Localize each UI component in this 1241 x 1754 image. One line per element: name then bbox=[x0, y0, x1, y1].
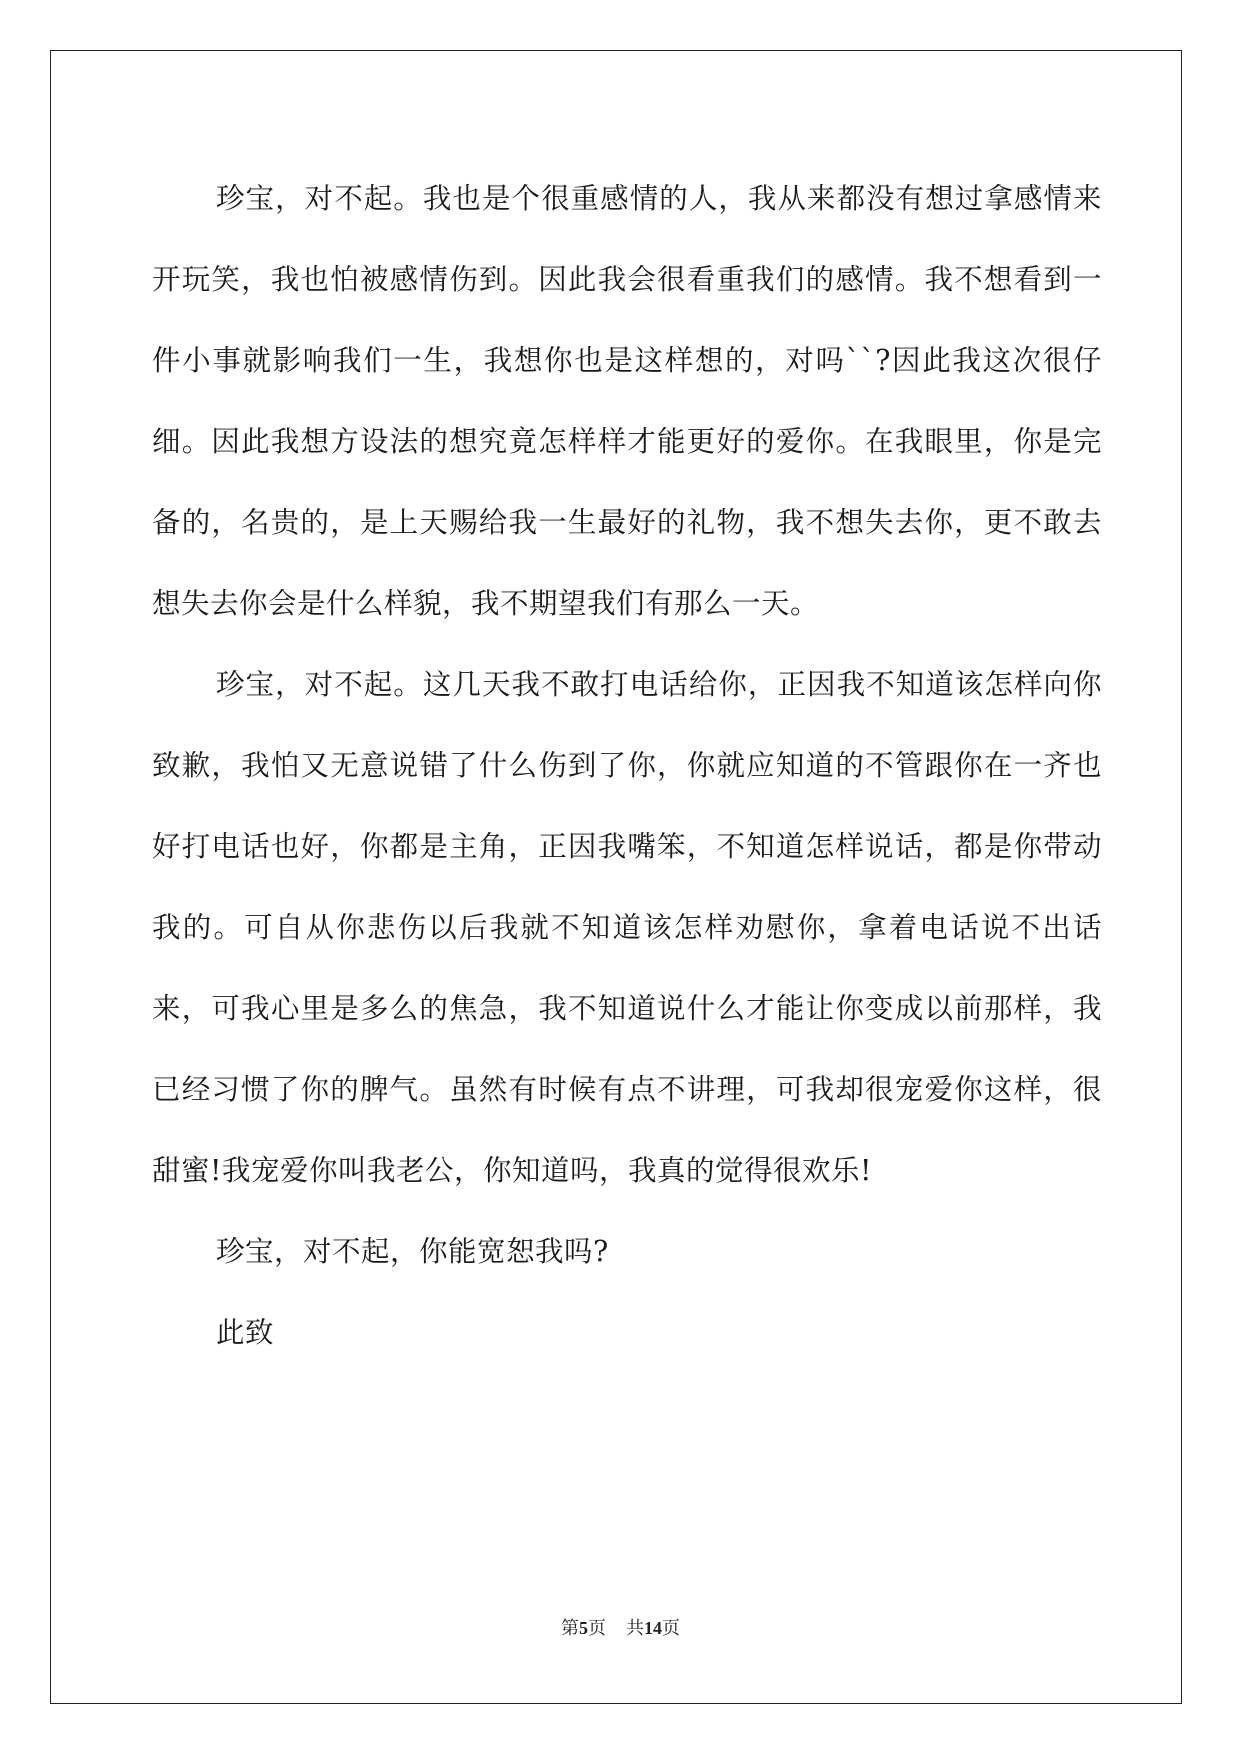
letter-body bbox=[152, 158, 1102, 1373]
paragraph-3: 珍宝，对不起，你能宽恕我吗? bbox=[216, 1235, 609, 1268]
footer-total-prefix: 共 bbox=[626, 1618, 644, 1638]
footer-total-suffix: 页 bbox=[662, 1618, 680, 1638]
footer-page-number: 5 bbox=[579, 1618, 588, 1638]
footer-page-suffix: 页 bbox=[588, 1618, 606, 1638]
page-footer bbox=[0, 1614, 1241, 1640]
paragraph-4: 此致 bbox=[216, 1316, 275, 1349]
paragraph-1: 珍宝，对不起。我也是个很重感情的人，我从来都没有想过拿感情来开玩笑，我也怕被感情伤到。因此我会很看重我们的感情。我不想看到一件小事就影响我们一生，我想你也是这样想的，对吗``?因此我这次很仔细。因此我想方设法的想究竟怎样样才能更好的爱你。在我眼里，你是完备的，名贵的，是上天赐给我一生最好的礼物，我不想失去你，更不敢去想失去你会是什么样貌，我不期望我们有那么一天。 bbox=[152, 182, 1102, 620]
footer-total-pages: 14 bbox=[644, 1618, 662, 1638]
footer-prefix: 第 bbox=[561, 1618, 579, 1638]
paragraph-2: 珍宝，对不起。这几天我不敢打电话给你，正因我不知道该怎样向你致歉，我怕又无意说错了什么伤到了你，你就应知道的不管跟你在一齐也好打电话也好，你都是主角，正因我嘴笨，不知道怎样说话，都是你带动我的。可自从你悲伤以后我就不知道该怎样劝慰你，拿着电话说不出话来，可我心里是多么的焦急，我不知道说什么才能让你变成以前那样，我已经习惯了你的脾气。虽然有时候有点不讲理，可我却很宠爱你这样，很甜蜜!我宠爱你叫我老公，你知道吗，我真的觉得很欢乐! bbox=[152, 668, 1102, 1187]
